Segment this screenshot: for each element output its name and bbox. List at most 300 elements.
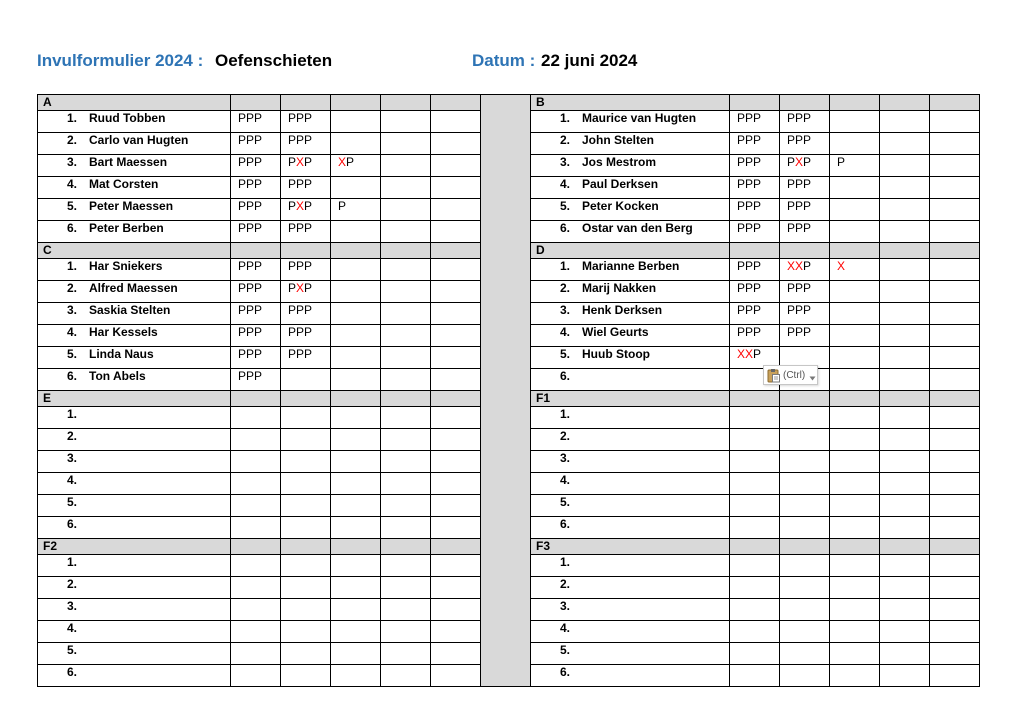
score-cell[interactable] [231,369,281,391]
score-cell[interactable] [880,199,930,221]
score-cell[interactable] [930,155,980,177]
score-cell[interactable] [231,473,281,495]
score-cell[interactable] [431,281,481,303]
score-cell[interactable] [431,155,481,177]
score-cell[interactable] [880,347,930,369]
score-cell[interactable] [930,133,980,155]
name-cell[interactable] [531,429,730,451]
score-cell[interactable] [780,111,830,133]
score-cell[interactable] [281,155,331,177]
score-cell[interactable] [780,177,830,199]
score-cell[interactable] [381,577,431,599]
score-cell[interactable] [281,347,331,369]
score-cell[interactable] [930,303,980,325]
score-cell[interactable] [331,621,381,643]
score-cell[interactable] [431,347,481,369]
score-cell[interactable] [381,621,431,643]
score-cell[interactable] [431,643,481,665]
score-cell[interactable] [281,577,331,599]
score-cell[interactable] [231,621,281,643]
score-cell[interactable] [231,177,281,199]
score-cell[interactable] [780,407,830,429]
score-cell[interactable] [431,259,481,281]
group-f3-row-5 [531,643,980,665]
score-cell[interactable] [830,621,880,643]
score-cell[interactable] [880,325,930,347]
score-cell[interactable] [331,407,381,429]
score-cell[interactable] [880,495,930,517]
score-cell[interactable] [830,155,880,177]
name-cell[interactable] [38,555,231,577]
score-cell[interactable] [880,303,930,325]
name-cell[interactable] [531,281,730,303]
paste-options-button[interactable] [763,365,818,385]
score-cell[interactable] [381,221,431,243]
score-cell[interactable] [730,517,780,539]
score-cell[interactable] [930,621,980,643]
score-cell[interactable] [381,347,431,369]
name-cell[interactable] [38,155,231,177]
score-cell[interactable] [381,495,431,517]
name-cell[interactable] [531,665,730,687]
score-cell[interactable] [381,111,431,133]
score-cell[interactable] [381,303,431,325]
score-cell[interactable] [381,199,431,221]
score-cell[interactable] [281,325,331,347]
score-cell[interactable] [930,665,980,687]
score-cell[interactable] [431,177,481,199]
name-cell[interactable] [38,303,231,325]
score-cell[interactable] [830,555,880,577]
score-cell[interactable] [331,303,381,325]
score-cell[interactable] [730,643,780,665]
score-cell[interactable] [231,577,281,599]
score-cell[interactable] [930,407,980,429]
score-cell[interactable] [431,429,481,451]
name-cell[interactable] [531,517,730,539]
score-cell[interactable] [780,599,830,621]
score-cell[interactable] [281,303,331,325]
score-cell[interactable] [930,429,980,451]
score-cell[interactable] [431,451,481,473]
score-cell[interactable] [930,199,980,221]
score-cell[interactable] [231,325,281,347]
score-cell[interactable] [331,473,381,495]
score-cell[interactable] [830,325,880,347]
score-cell[interactable] [930,517,980,539]
score-cell[interactable] [281,111,331,133]
score-cell[interactable] [930,473,980,495]
score-cell[interactable] [281,133,331,155]
score-cell[interactable] [930,369,980,391]
score-cell[interactable] [281,495,331,517]
name-cell[interactable] [38,643,231,665]
score-cell[interactable] [780,221,830,243]
name-cell[interactable] [38,347,231,369]
score-cell[interactable] [830,495,880,517]
score-cell[interactable] [381,517,431,539]
score-cell[interactable] [231,133,281,155]
score-cell[interactable] [431,599,481,621]
score-cell[interactable] [930,555,980,577]
score-cell[interactable] [281,369,331,391]
row-number: 3. [559,599,570,613]
score-cell[interactable] [830,429,880,451]
score-cell[interactable] [830,577,880,599]
score-cell[interactable] [780,621,830,643]
name-cell[interactable] [38,133,231,155]
score-cell[interactable] [780,303,830,325]
score-cell[interactable] [281,177,331,199]
score-cell[interactable] [880,643,930,665]
score-cell[interactable] [830,347,880,369]
score-cell[interactable] [730,473,780,495]
group-header-cell [431,243,481,259]
name-cell[interactable] [38,111,231,133]
score-cell[interactable] [331,577,381,599]
group-header-cell [331,391,381,407]
score-cell[interactable] [431,199,481,221]
name-cell[interactable] [38,325,231,347]
score-cell[interactable] [431,577,481,599]
score-cell[interactable] [780,451,830,473]
score-cell[interactable] [431,473,481,495]
p-mark: PPP [737,303,762,317]
score-cell[interactable] [231,495,281,517]
score-cell[interactable] [730,325,780,347]
score-cell[interactable] [431,325,481,347]
name-cell[interactable] [531,621,730,643]
score-cell[interactable] [281,407,331,429]
score-cell[interactable] [231,303,281,325]
score-cell[interactable] [930,259,980,281]
score-cell[interactable] [331,155,381,177]
score-cell[interactable] [830,451,880,473]
score-cell[interactable] [880,555,930,577]
name-cell[interactable] [531,325,730,347]
name-cell[interactable] [531,259,730,281]
score-cell[interactable] [381,473,431,495]
score-cell[interactable] [431,621,481,643]
name-cell[interactable] [531,473,730,495]
name-cell[interactable] [531,369,730,391]
score-cell[interactable] [880,111,930,133]
score-cell[interactable] [331,369,381,391]
score-cell[interactable] [880,133,930,155]
score-cell[interactable] [431,555,481,577]
name-cell[interactable] [531,555,730,577]
score-cell[interactable] [930,325,980,347]
row-number: 4. [66,177,77,191]
name-cell[interactable] [531,177,730,199]
score-cell[interactable] [780,199,830,221]
score-cell[interactable] [780,281,830,303]
score-cell[interactable] [730,221,780,243]
score-cell[interactable] [231,111,281,133]
score-cell[interactable] [381,155,431,177]
score-cell[interactable] [880,451,930,473]
name-cell[interactable] [531,577,730,599]
score-cell[interactable] [381,665,431,687]
score-cell[interactable] [730,429,780,451]
name-cell[interactable] [531,133,730,155]
score-cell[interactable] [281,259,331,281]
score-cell[interactable] [281,643,331,665]
score-cell[interactable] [281,473,331,495]
score-cell[interactable] [880,407,930,429]
name-cell[interactable] [38,451,231,473]
name-cell[interactable] [38,369,231,391]
name-cell[interactable] [38,665,231,687]
score-cell[interactable] [331,599,381,621]
score-cell[interactable] [880,599,930,621]
score-cell[interactable] [331,347,381,369]
name-cell[interactable] [531,495,730,517]
name-cell[interactable] [38,429,231,451]
score-cell[interactable] [381,429,431,451]
score-cell[interactable] [381,555,431,577]
name-cell[interactable] [38,177,231,199]
score-cell[interactable] [281,621,331,643]
score-cell[interactable] [880,621,930,643]
p-mark: PPP [238,155,263,169]
name-cell[interactable] [531,347,730,369]
score-cell[interactable] [880,665,930,687]
score-cell[interactable] [930,451,980,473]
score-cell[interactable] [281,199,331,221]
score-cell[interactable] [730,407,780,429]
group-d-row-1 [531,259,980,281]
name-cell[interactable] [38,495,231,517]
score-cell[interactable] [231,199,281,221]
score-cell[interactable] [231,599,281,621]
score-cell[interactable] [730,177,780,199]
score-cell[interactable] [381,325,431,347]
score-cell[interactable] [730,155,780,177]
score-cell[interactable] [281,451,331,473]
score-cell[interactable] [381,369,431,391]
score-cell[interactable] [780,577,830,599]
score-cell[interactable] [730,259,780,281]
score-cell[interactable] [830,177,880,199]
score-cell[interactable] [431,517,481,539]
name-cell[interactable] [531,407,730,429]
score-cell[interactable] [830,281,880,303]
score-cell[interactable] [331,177,381,199]
chevron-down-shape [810,376,816,380]
score-cell[interactable] [780,473,830,495]
score-cell[interactable] [830,303,880,325]
name-cell[interactable] [531,599,730,621]
score-cell[interactable] [331,495,381,517]
score-cell[interactable] [281,599,331,621]
score-cell[interactable] [930,177,980,199]
score-cell[interactable] [431,221,481,243]
score-cell[interactable] [730,665,780,687]
score-cell[interactable] [231,643,281,665]
row-number: 5. [559,643,570,657]
score-cell[interactable] [331,133,381,155]
score-cell[interactable] [231,555,281,577]
score-cell[interactable] [381,259,431,281]
score-cell[interactable] [780,643,830,665]
score-cell[interactable] [231,281,281,303]
score-cell[interactable] [231,429,281,451]
score-cell[interactable] [930,111,980,133]
name-cell[interactable] [38,621,231,643]
score-cell[interactable] [231,451,281,473]
score-cell[interactable] [381,281,431,303]
chevron-down-icon [809,373,816,378]
score-cell[interactable] [431,133,481,155]
score-cell[interactable] [830,599,880,621]
score-cell[interactable] [780,133,830,155]
name-cell[interactable] [38,599,231,621]
score-cell[interactable] [830,665,880,687]
score-cell[interactable] [880,429,930,451]
score-cell[interactable] [730,577,780,599]
score-cell[interactable] [830,221,880,243]
score-cell[interactable] [730,451,780,473]
score-cell[interactable] [431,303,481,325]
name-cell[interactable] [38,221,231,243]
name-cell[interactable] [38,199,231,221]
score-cell[interactable] [830,369,880,391]
score-cell[interactable] [231,665,281,687]
score-cell[interactable] [780,495,830,517]
score-cell[interactable] [431,407,481,429]
score-cell[interactable] [930,643,980,665]
score-cell[interactable] [830,111,880,133]
group-d-row-6 [531,369,980,391]
score-cell[interactable] [730,621,780,643]
name-cell[interactable] [38,473,231,495]
score-cell[interactable] [331,325,381,347]
name-cell[interactable] [531,111,730,133]
score-cell[interactable] [331,281,381,303]
score-cell[interactable] [730,281,780,303]
name-cell[interactable] [531,155,730,177]
score-cell[interactable] [830,643,880,665]
score-cell[interactable] [331,517,381,539]
name-cell[interactable] [38,281,231,303]
score-cell[interactable] [880,259,930,281]
score-cell[interactable] [381,451,431,473]
name-cell[interactable] [531,451,730,473]
score-cell[interactable] [231,221,281,243]
score-cell[interactable] [780,517,830,539]
name-cell[interactable] [38,577,231,599]
score-cell[interactable] [780,155,830,177]
score-cell[interactable] [880,517,930,539]
name-cell[interactable] [38,259,231,281]
score-cell[interactable] [880,473,930,495]
score-cell[interactable] [381,599,431,621]
score-cell[interactable] [830,407,880,429]
score-cell[interactable] [331,643,381,665]
score-cell[interactable] [930,221,980,243]
score-cell[interactable] [780,259,830,281]
score-cell[interactable] [281,555,331,577]
score-cell[interactable] [231,517,281,539]
score-cell[interactable] [381,643,431,665]
score-cell[interactable] [231,347,281,369]
score-cell[interactable] [281,665,331,687]
score-cell[interactable] [331,555,381,577]
score-cell[interactable] [231,407,281,429]
score-cell[interactable] [281,221,331,243]
score-cell[interactable] [780,429,830,451]
name-cell[interactable] [38,517,231,539]
name-cell[interactable] [531,303,730,325]
name-cell[interactable] [531,643,730,665]
participant-name: Ton Abels [89,369,146,383]
group-c-row-3 [38,303,481,325]
score-cell[interactable] [331,451,381,473]
score-cell[interactable] [331,221,381,243]
score-cell[interactable] [281,429,331,451]
score-cell[interactable] [830,259,880,281]
score-cell[interactable] [730,495,780,517]
name-cell[interactable] [38,407,231,429]
score-cell[interactable] [331,429,381,451]
score-cell[interactable] [231,259,281,281]
score-cell[interactable] [281,281,331,303]
score-cell[interactable] [431,665,481,687]
score-cell[interactable] [431,495,481,517]
score-cell[interactable] [331,111,381,133]
score-cell[interactable] [381,133,431,155]
p-mark: PPP [787,303,812,317]
score-cell[interactable] [930,599,980,621]
score-cell[interactable] [331,665,381,687]
name-cell[interactable] [531,221,730,243]
score-cell[interactable] [730,303,780,325]
score-cell[interactable] [930,577,980,599]
score-cell[interactable] [880,281,930,303]
score-cell[interactable] [880,369,930,391]
score-cell[interactable] [780,665,830,687]
score-cell[interactable] [830,199,880,221]
score-cell[interactable] [730,111,780,133]
score-cell[interactable] [880,155,930,177]
score-cell[interactable] [880,577,930,599]
score-cell[interactable] [830,517,880,539]
score-cell[interactable] [930,347,980,369]
score-cell[interactable] [381,407,431,429]
score-cell[interactable] [730,555,780,577]
score-cell[interactable] [830,133,880,155]
score-cell[interactable] [730,199,780,221]
score-cell[interactable] [880,177,930,199]
score-cell[interactable] [830,473,880,495]
score-cell[interactable] [880,221,930,243]
score-cell[interactable] [231,155,281,177]
name-cell[interactable] [531,199,730,221]
score-cell[interactable] [730,133,780,155]
score-cell[interactable] [930,281,980,303]
score-cell[interactable] [431,111,481,133]
score-cell[interactable] [730,599,780,621]
score-cell[interactable] [381,177,431,199]
score-cell[interactable] [331,259,381,281]
score-cell[interactable] [780,325,830,347]
score-cell[interactable] [780,555,830,577]
score-cell[interactable] [930,495,980,517]
score-cell[interactable] [281,517,331,539]
score-cell[interactable] [331,199,381,221]
score-cell[interactable] [431,369,481,391]
